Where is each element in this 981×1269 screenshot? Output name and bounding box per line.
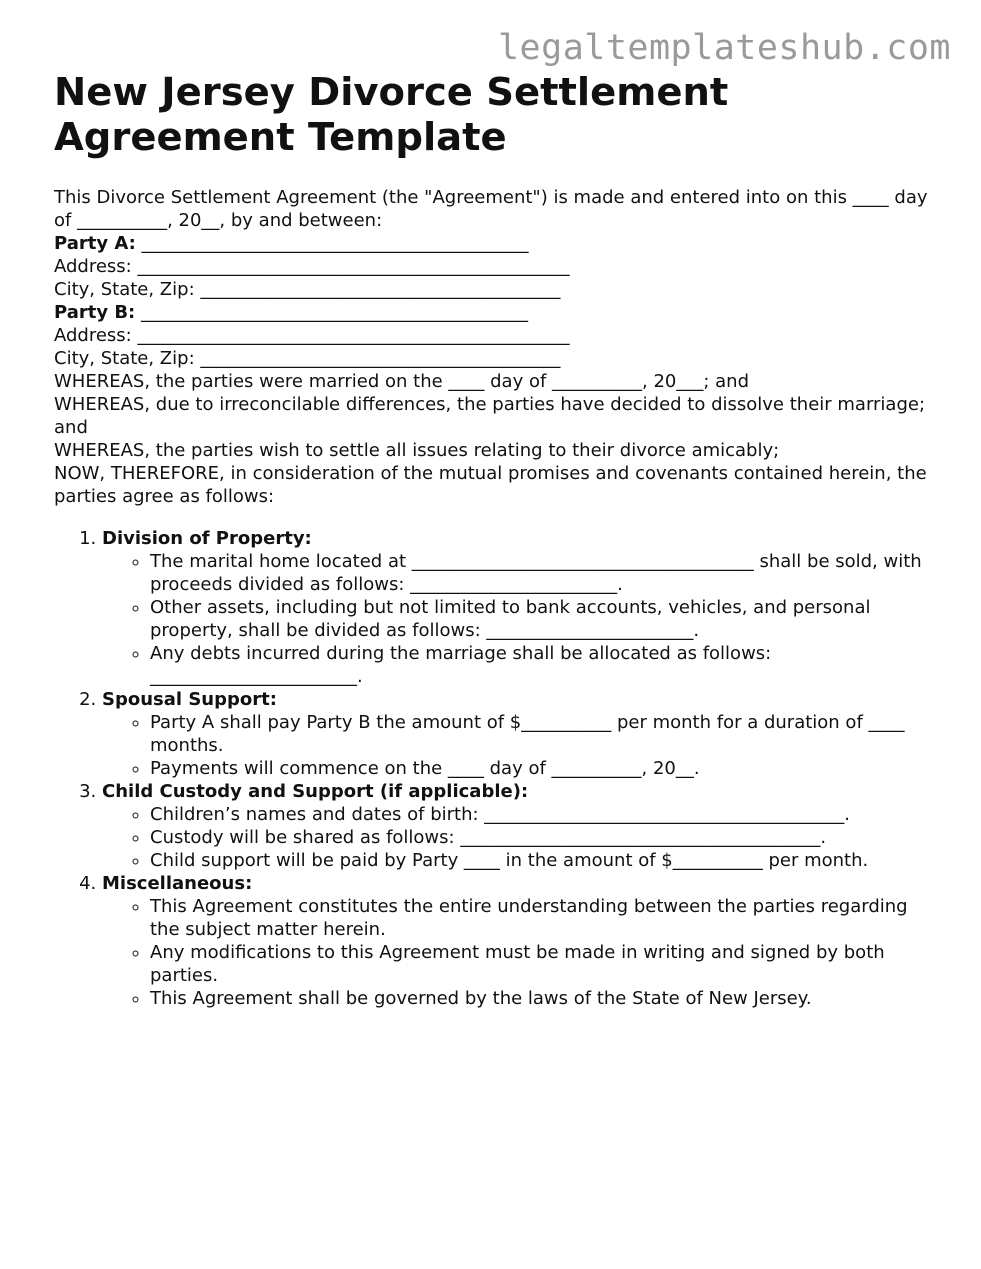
party-a-name-line [54, 232, 934, 255]
section-child-custody [102, 780, 934, 872]
list-item: ◦ Any modifications to this Agreement must be made in writing and signed by both parties. [150, 941, 934, 987]
party-a-city-line: City, State, Zip: ________________________________________ [54, 279, 561, 300]
party-a-address-line: Address: ________________________________________________ [54, 256, 570, 277]
intro-paragraph: This Divorce Settlement Agreement (the "Agreement") is made and entered into on this ____ day of __________, 20__, by and between: [54, 187, 928, 231]
party-a-label: Party A: [54, 233, 136, 254]
section-title: Child Custody and Support (if applicable): [102, 781, 529, 802]
list-item: ◦ Children’s names and dates of birth: ________________________________________. [150, 803, 934, 826]
recital-settle: WHEREAS, the parties wish to settle all issues relating to their divorce amicably; [54, 440, 780, 461]
list-item: ◦ This Agreement constitutes the entire understanding between the parties regarding the subject matter herein. [150, 895, 934, 941]
section-division-of-property [102, 527, 934, 688]
list-item: ◦ Payments will commence on the ____ day of __________, 20__. [150, 757, 934, 780]
list-item: ◦ Custody will be shared as follows: ________________________________________. [150, 826, 934, 849]
watermark: legaltemplateshub.com [497, 28, 951, 68]
party-b-city-line: City, State, Zip: ________________________________________ [54, 348, 561, 369]
section-title: Spousal Support: [102, 689, 277, 710]
section-miscellaneous [102, 872, 934, 1010]
list-item: ◦ Child support will be paid by Party ____ in the amount of $__________ per month. [150, 849, 934, 872]
section-title: Miscellaneous: [102, 873, 253, 894]
party-b-name-line [54, 301, 934, 324]
section-items [102, 803, 934, 872]
section-items [102, 550, 934, 688]
list-item: ◦ This Agreement shall be governed by the laws of the State of New Jersey. [150, 987, 934, 1010]
document-title: New Jersey Divorce Settlement Agreement Template [54, 70, 729, 160]
recital-now-therefore: NOW, THEREFORE, in consideration of the mutual promises and covenants contained herein, the parties agree as follows: [54, 463, 927, 507]
document [54, 70, 934, 1010]
section-spousal-support [102, 688, 934, 780]
list-item: ◦ Other assets, including but not limited to bank accounts, vehicles, and personal property, shall be divided as follows: _______________________. [150, 596, 934, 642]
terms-list [54, 527, 934, 1010]
party-b-address-line: Address: ________________________________________________ [54, 325, 570, 346]
section-items [102, 711, 934, 780]
recital-married: WHEREAS, the parties were married on the ____ day of __________, 20___; and [54, 371, 750, 392]
section-items [102, 895, 934, 1010]
list-item: ◦ Any debts incurred during the marriage shall be allocated as follows: _______________________. [150, 642, 934, 688]
recital-differences: WHEREAS, due to irreconcilable differences, the parties have decided to dissolve their marriage; and [54, 394, 926, 438]
party-b-label: Party B: [54, 302, 136, 323]
party-a-name-blank: ___________________________________________ [135, 233, 529, 254]
party-b-name-blank: ___________________________________________ [135, 302, 528, 323]
list-item: ◦ The marital home located at ______________________________________ shall be sold, with proceeds divided as follows: _______________________. [150, 550, 934, 596]
list-item: ◦ Party A shall pay Party B the amount of $__________ per month for a duration of ____ months. [150, 711, 934, 757]
section-title: Division of Property: [102, 528, 312, 549]
